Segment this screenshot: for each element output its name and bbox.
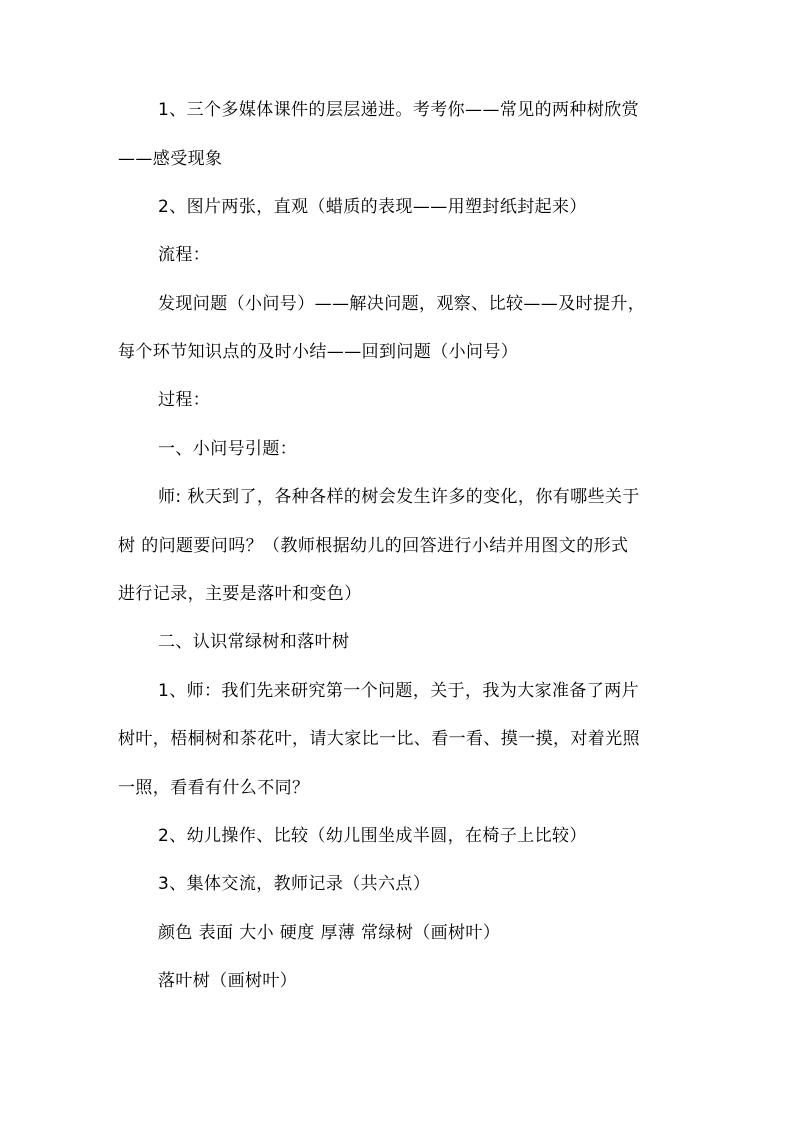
paragraph-line: 2、幼儿操作、比较（幼儿围坐成半圆，在椅子上比较）: [158, 826, 587, 846]
paragraph-line: 一照，看看有什么不同？: [118, 778, 310, 798]
section-heading: 过程：: [158, 390, 211, 410]
paragraph-line: 发现问题（小问号）——解决问题，观察、比较——及时提升，: [158, 294, 646, 314]
paragraph-line: 树叶，梧桐树和茶花叶，请大家比一比、看一看、摸一摸，对着光照: [118, 729, 640, 749]
section-heading: 一、小问号引题：: [158, 439, 298, 459]
paragraph-line: 3、集体交流，教师记录（共六点）: [158, 874, 431, 894]
paragraph-line: 1、师：我们先来研究第一个问题，关于，我为大家准备了两片: [158, 681, 640, 701]
section-heading: 流程：: [158, 245, 211, 265]
paragraph-line: ——感受现象: [118, 149, 223, 169]
paragraph-line: 师: 秋天到了，各种各样的树会发生许多的变化，你有哪些关于: [158, 487, 640, 507]
paragraph-line: 2、图片两张，直观（蜡质的表现——用塑封纸封起来）: [158, 197, 587, 217]
paragraph-line: 树 的问题要问吗？（教师根据幼儿的回答进行小结并用图文的形式: [118, 536, 629, 556]
paragraph-line: 每个环节知识点的及时小结——回到问题（小问号）: [118, 342, 519, 362]
paragraph-line: 1、三个多媒体课件的层层递进。考考你——常见的两种树欣赏: [158, 100, 640, 120]
section-heading: 二、认识常绿树和落叶树: [158, 632, 350, 652]
paragraph-line: 颜色 表面 大小 硬度 厚薄 常绿树（画树叶）: [158, 923, 501, 943]
paragraph-line: 落叶树（画树叶）: [158, 971, 298, 991]
paragraph-line: 进行记录，主要是落叶和变色）: [118, 584, 362, 604]
